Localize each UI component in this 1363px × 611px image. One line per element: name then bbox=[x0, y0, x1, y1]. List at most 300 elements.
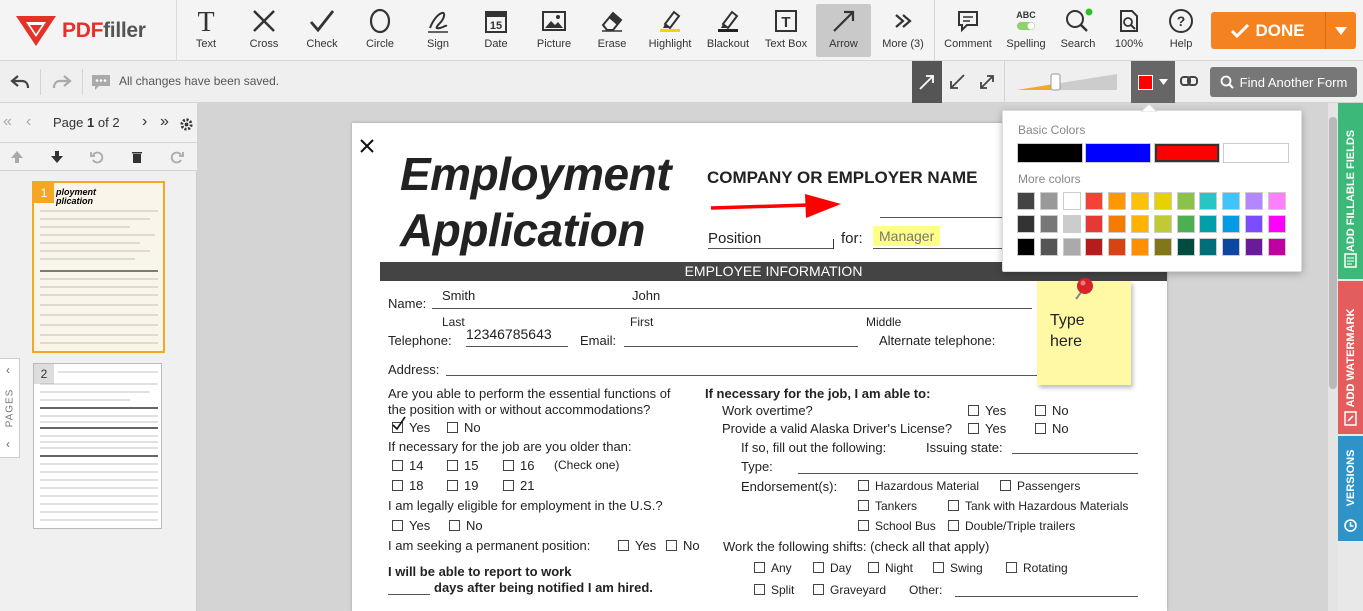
checkbox[interactable] bbox=[858, 480, 869, 491]
tool-blackout[interactable] bbox=[704, 4, 752, 57]
page-preview bbox=[38, 185, 160, 349]
checkbox[interactable] bbox=[858, 520, 869, 531]
prev-page-button[interactable]: ‹ bbox=[26, 113, 32, 130]
history-icon bbox=[1343, 518, 1358, 533]
rotate-right-icon[interactable] bbox=[170, 150, 184, 164]
more-color-swatch[interactable] bbox=[1017, 192, 1035, 210]
check-one-note: (Check one) bbox=[554, 458, 620, 472]
more-color-swatch[interactable] bbox=[1040, 192, 1058, 210]
checkbox[interactable] bbox=[948, 500, 959, 511]
arrow-icon bbox=[831, 8, 857, 34]
tool-label: Text bbox=[195, 38, 217, 50]
text-icon bbox=[193, 8, 219, 34]
company-label: COMPANY OR EMPLOYER NAME bbox=[707, 168, 978, 187]
last-page-button[interactable]: » bbox=[160, 113, 169, 130]
more-color-swatch[interactable] bbox=[1222, 238, 1240, 256]
checkbox[interactable] bbox=[1035, 405, 1046, 416]
page-navigator bbox=[0, 103, 197, 143]
essential-no[interactable] bbox=[447, 420, 481, 435]
for-underline bbox=[873, 248, 1003, 249]
add-watermark-tab[interactable] bbox=[1338, 281, 1363, 434]
license-no[interactable] bbox=[1035, 421, 1069, 436]
eraser-icon bbox=[599, 8, 625, 34]
tool-label: Erase bbox=[597, 38, 627, 50]
shift-night[interactable] bbox=[868, 561, 913, 575]
option-label: Day bbox=[830, 561, 852, 575]
telephone-underline bbox=[466, 346, 568, 347]
endorse-double-triple[interactable] bbox=[948, 519, 1075, 533]
right-side-tabs bbox=[1338, 103, 1363, 611]
more-color-swatch[interactable] bbox=[1177, 192, 1195, 210]
telephone-label: Telephone: bbox=[388, 333, 452, 348]
option-label: No bbox=[683, 538, 700, 553]
tool-label: Help bbox=[1169, 38, 1193, 50]
tool-cross[interactable] bbox=[240, 4, 288, 57]
option-label: Double/Triple trailers bbox=[965, 519, 1076, 533]
license-yes[interactable] bbox=[968, 421, 1006, 436]
check-icon bbox=[309, 8, 335, 34]
find-label: Find Another Form bbox=[1239, 74, 1348, 90]
more-color-swatch[interactable] bbox=[1199, 238, 1217, 256]
cross-icon bbox=[251, 8, 277, 34]
circle-icon bbox=[367, 8, 393, 34]
page-label: Page bbox=[53, 115, 84, 130]
checkbox[interactable] bbox=[813, 562, 824, 573]
permanent-no[interactable] bbox=[666, 538, 700, 553]
more-color-swatch[interactable] bbox=[1063, 238, 1081, 256]
close-object-icon[interactable] bbox=[360, 139, 374, 153]
doc-title-line1: Employment bbox=[400, 148, 672, 200]
textbox-icon bbox=[773, 8, 799, 34]
more-color-swatch[interactable] bbox=[1063, 192, 1081, 210]
more-color-swatch[interactable] bbox=[1268, 192, 1286, 210]
more-color-swatch[interactable] bbox=[1085, 238, 1103, 256]
checkbox-checked[interactable] bbox=[392, 422, 403, 433]
option-label: Any bbox=[771, 561, 792, 575]
more-color-swatch[interactable] bbox=[1222, 192, 1240, 210]
done-dropdown[interactable] bbox=[1325, 12, 1356, 49]
speech-bubble-icon bbox=[91, 73, 111, 91]
caret-down-icon bbox=[1159, 79, 1168, 85]
report-line-1: I will be able to report to work bbox=[388, 564, 572, 579]
vertical-scrollbar[interactable] bbox=[1328, 103, 1338, 611]
shift-split[interactable] bbox=[754, 583, 794, 597]
checkbox[interactable] bbox=[392, 520, 403, 531]
position-value-field[interactable]: Manager bbox=[873, 226, 940, 246]
tool-picture[interactable] bbox=[530, 4, 578, 57]
tool-spelling[interactable] bbox=[1000, 4, 1052, 57]
checkbox[interactable] bbox=[1006, 562, 1017, 573]
tool-date[interactable] bbox=[472, 4, 520, 57]
watermark-icon bbox=[1344, 411, 1357, 426]
option-label: No bbox=[466, 518, 483, 533]
first-name-field[interactable]: John bbox=[632, 288, 661, 303]
check-icon bbox=[1231, 23, 1249, 39]
age-14[interactable] bbox=[392, 458, 423, 473]
more-icon bbox=[890, 8, 916, 34]
svg-text:plication: plication bbox=[56, 196, 94, 206]
tool-text[interactable] bbox=[182, 4, 230, 57]
option-label: 14 bbox=[409, 458, 424, 473]
first-page-button[interactable]: « bbox=[3, 113, 12, 130]
tool-circle[interactable] bbox=[356, 4, 404, 57]
last-name-field[interactable]: Smith bbox=[442, 288, 476, 303]
comment-icon bbox=[955, 8, 981, 34]
type-underline bbox=[798, 473, 1138, 474]
checkbox[interactable] bbox=[618, 540, 629, 551]
more-color-swatch[interactable] bbox=[1040, 238, 1058, 256]
move-down-icon[interactable] bbox=[50, 150, 64, 164]
checkbox[interactable] bbox=[449, 520, 460, 531]
tool-label: Arrow bbox=[829, 38, 858, 50]
issuing-state-underline bbox=[1012, 453, 1138, 454]
alt-telephone-label: Alternate telephone: bbox=[879, 333, 996, 348]
link-icon[interactable] bbox=[1180, 74, 1198, 88]
more-color-swatch[interactable] bbox=[1154, 215, 1172, 233]
middle-label: Middle bbox=[866, 315, 902, 329]
more-color-swatch[interactable] bbox=[1040, 215, 1058, 233]
option-label: Yes bbox=[635, 538, 657, 553]
option-label: Split bbox=[771, 583, 795, 597]
arrow-style-forward[interactable] bbox=[912, 61, 942, 103]
page-thumbnail-1[interactable] bbox=[32, 181, 165, 353]
telephone-field[interactable]: 12346785643 bbox=[466, 326, 552, 342]
more-color-swatch[interactable] bbox=[1199, 192, 1217, 210]
tool-label: Spelling bbox=[1006, 38, 1046, 50]
type-label: Type: bbox=[741, 459, 773, 474]
checkbox[interactable] bbox=[392, 480, 403, 491]
option-label: No bbox=[464, 420, 481, 435]
shift-day[interactable] bbox=[813, 561, 851, 575]
endorse-tankers[interactable] bbox=[858, 499, 917, 513]
checkbox[interactable] bbox=[813, 584, 824, 595]
age-19[interactable] bbox=[447, 478, 478, 493]
more-color-swatch[interactable] bbox=[1131, 192, 1149, 210]
for-label: for: bbox=[841, 230, 863, 247]
option-label: Night bbox=[885, 561, 914, 575]
first-label: First bbox=[630, 315, 654, 329]
toolbar-divider bbox=[934, 0, 935, 61]
address-underline bbox=[446, 375, 1040, 376]
arrow-style-group bbox=[912, 61, 1004, 103]
position-underline bbox=[708, 248, 833, 249]
age-18[interactable] bbox=[392, 478, 423, 493]
age-21[interactable] bbox=[503, 478, 534, 493]
more-color-swatch[interactable] bbox=[1177, 238, 1195, 256]
basic-color-swatch[interactable] bbox=[1085, 143, 1151, 163]
option-label: School Bus bbox=[875, 519, 936, 533]
checkbox[interactable] bbox=[754, 562, 765, 573]
more-colors-title: More colors bbox=[1018, 172, 1081, 186]
tool-check[interactable] bbox=[298, 4, 346, 57]
shift-any[interactable] bbox=[754, 561, 792, 575]
done-label: DONE bbox=[1255, 20, 1305, 40]
shift-swing[interactable] bbox=[933, 561, 983, 575]
company-underline bbox=[880, 217, 1020, 218]
last-label: Last bbox=[442, 315, 465, 329]
checkbox[interactable] bbox=[948, 520, 959, 531]
divider bbox=[82, 69, 83, 95]
arrow-style-double[interactable] bbox=[972, 61, 1002, 103]
more-color-swatch[interactable] bbox=[1017, 238, 1035, 256]
shift-rotating[interactable] bbox=[1006, 561, 1068, 575]
shift-graveyard[interactable] bbox=[813, 583, 886, 597]
checkbox[interactable] bbox=[447, 480, 458, 491]
move-up-icon[interactable] bbox=[10, 150, 24, 164]
color-picker-button[interactable] bbox=[1131, 61, 1175, 103]
basic-color-swatch[interactable] bbox=[1223, 143, 1289, 163]
tool-comment[interactable] bbox=[940, 4, 996, 57]
svg-text:T: T bbox=[781, 14, 791, 31]
checkbox[interactable] bbox=[503, 480, 514, 491]
more-color-swatch[interactable] bbox=[1108, 238, 1126, 256]
thumbnail-panel bbox=[0, 171, 197, 611]
more-color-swatch[interactable] bbox=[1245, 192, 1263, 210]
zoom-icon bbox=[1116, 8, 1142, 34]
blackout-icon bbox=[715, 8, 741, 34]
tab-label: ADD WATERMARK bbox=[1344, 308, 1357, 407]
main-toolbar bbox=[0, 0, 1363, 61]
shift-other-label: Other: bbox=[909, 583, 943, 597]
option-label: No bbox=[1052, 421, 1069, 436]
tool-label: Highlight bbox=[648, 38, 692, 50]
eligible-yes[interactable] bbox=[392, 518, 430, 533]
check-icon bbox=[392, 416, 406, 432]
add-fillable-fields-tab[interactable] bbox=[1338, 103, 1363, 279]
tool-label: Comment bbox=[944, 38, 992, 50]
days-underline bbox=[388, 594, 430, 595]
done-main[interactable] bbox=[1211, 21, 1325, 41]
checkbox[interactable] bbox=[392, 460, 403, 471]
gear-icon[interactable] bbox=[179, 117, 194, 132]
svg-text:?: ? bbox=[1176, 13, 1186, 29]
right-section-heading: If necessary for the job, I am able to: bbox=[705, 386, 931, 401]
eligible-no[interactable] bbox=[449, 518, 483, 533]
collapse-arrow-icon: ‹ bbox=[6, 437, 10, 451]
tool-label: Date bbox=[484, 38, 508, 50]
tool-label: Picture bbox=[536, 38, 572, 50]
current-color-swatch bbox=[1138, 75, 1153, 90]
endorse-hazmat[interactable] bbox=[858, 479, 979, 493]
option-label: No bbox=[1052, 403, 1069, 418]
logo[interactable] bbox=[0, 0, 177, 61]
page-indicator bbox=[53, 115, 120, 130]
tool-help[interactable] bbox=[1156, 4, 1206, 57]
more-color-swatch[interactable] bbox=[1108, 215, 1126, 233]
tool-label: Cross bbox=[249, 38, 279, 50]
question-essential-1: Are you able to perform the essential functions of bbox=[388, 386, 671, 401]
name-underline bbox=[432, 308, 1032, 309]
permanent-yes[interactable] bbox=[618, 538, 656, 553]
question-overtime: Work overtime? bbox=[722, 403, 813, 418]
endorse-school-bus[interactable] bbox=[858, 519, 936, 533]
divider bbox=[40, 69, 41, 95]
sticky-text: Type here bbox=[1050, 312, 1085, 350]
pages-tab-label: PAGES bbox=[4, 388, 15, 428]
red-arrow-annotation[interactable] bbox=[709, 191, 844, 223]
tool-erase[interactable] bbox=[588, 4, 636, 57]
overtime-no[interactable] bbox=[1035, 403, 1069, 418]
email-label: Email: bbox=[580, 333, 617, 348]
shifts-label: Work the following shifts: (check all that apply) bbox=[723, 539, 990, 554]
svg-text:ABC: ABC bbox=[1016, 10, 1036, 20]
more-color-swatch[interactable] bbox=[1131, 238, 1149, 256]
more-color-swatch[interactable] bbox=[1199, 215, 1217, 233]
tool-label: Check bbox=[306, 38, 338, 50]
checkbox[interactable] bbox=[968, 405, 979, 416]
endorse-passengers[interactable] bbox=[1000, 479, 1080, 493]
svg-text:T: T bbox=[197, 8, 215, 34]
tab-label: ADD FILLABLE FIELDS bbox=[1344, 129, 1357, 253]
search-icon bbox=[1063, 8, 1093, 34]
tool-zoom[interactable] bbox=[1106, 4, 1152, 57]
basic-color-swatch[interactable] bbox=[1154, 143, 1220, 163]
page-total: of 2 bbox=[97, 115, 120, 130]
scrollbar-thumb[interactable] bbox=[1329, 117, 1337, 389]
checkbox[interactable] bbox=[503, 460, 514, 471]
tool-search[interactable] bbox=[1054, 4, 1102, 57]
option-label: Yes bbox=[409, 420, 431, 435]
svg-text:ployment: ployment bbox=[56, 187, 97, 197]
option-label: 16 bbox=[520, 458, 535, 473]
checkbox[interactable] bbox=[666, 540, 677, 551]
redo-icon[interactable] bbox=[52, 73, 72, 91]
tool-label: Text Box bbox=[764, 38, 808, 50]
divider bbox=[1004, 61, 1005, 103]
option-label: Tank with Hazardous Materials bbox=[965, 499, 1129, 513]
checkbox[interactable] bbox=[754, 584, 765, 595]
checkbox[interactable] bbox=[858, 500, 869, 511]
done-button[interactable] bbox=[1211, 12, 1356, 49]
tool-arrow[interactable] bbox=[816, 4, 871, 57]
tool-more[interactable] bbox=[876, 4, 930, 57]
age-15[interactable] bbox=[447, 458, 478, 473]
form-icon bbox=[1344, 253, 1357, 268]
more-color-swatch[interactable] bbox=[1177, 215, 1195, 233]
trash-icon[interactable] bbox=[130, 150, 144, 164]
next-page-button[interactable]: › bbox=[142, 113, 148, 130]
arrow-style-backward[interactable] bbox=[942, 61, 972, 103]
option-label: Hazardous Material bbox=[875, 479, 980, 493]
option-label: Swing bbox=[950, 561, 983, 575]
basic-color-swatch[interactable] bbox=[1017, 143, 1083, 163]
tool-label: Sign bbox=[426, 38, 450, 50]
undo-icon[interactable] bbox=[10, 73, 30, 91]
option-label: Yes bbox=[985, 403, 1007, 418]
basic-colors-title: Basic Colors bbox=[1018, 123, 1086, 137]
versions-tab[interactable] bbox=[1338, 436, 1363, 541]
checkbox[interactable] bbox=[1035, 423, 1046, 434]
highlighter-icon bbox=[657, 8, 683, 34]
thickness-slider[interactable] bbox=[1017, 70, 1117, 92]
option-label: 15 bbox=[464, 458, 479, 473]
option-label: Graveyard bbox=[830, 583, 887, 597]
page-actions bbox=[0, 143, 197, 171]
more-color-swatch[interactable] bbox=[1017, 215, 1035, 233]
checkbox[interactable] bbox=[447, 422, 458, 433]
more-color-swatch[interactable] bbox=[1245, 238, 1263, 256]
caret-down-icon bbox=[1335, 27, 1347, 35]
more-color-swatch[interactable] bbox=[1154, 192, 1172, 210]
tool-textbox[interactable] bbox=[762, 4, 810, 57]
more-color-swatch[interactable] bbox=[1063, 215, 1081, 233]
tool-highlight[interactable] bbox=[646, 4, 694, 57]
checkbox[interactable] bbox=[447, 460, 458, 471]
if-so-label: If so, fill out the following: bbox=[741, 440, 887, 455]
issuing-state-label: Issuing state: bbox=[926, 440, 1003, 455]
section-header: EMPLOYEE INFORMATION bbox=[380, 262, 1167, 281]
other-underline bbox=[955, 596, 1138, 597]
more-color-swatch[interactable] bbox=[1268, 238, 1286, 256]
question-permanent: I am seeking a permanent position: bbox=[388, 538, 591, 553]
sign-icon bbox=[425, 8, 451, 34]
thumbnail-number: 2 bbox=[34, 364, 54, 384]
calendar-icon bbox=[483, 8, 509, 34]
tool-sign[interactable] bbox=[414, 4, 462, 57]
checkbox[interactable] bbox=[933, 562, 944, 573]
more-color-swatch[interactable] bbox=[1085, 215, 1103, 233]
position-label: Position bbox=[708, 230, 762, 247]
tool-label: Blackout bbox=[706, 38, 750, 50]
pdffiller-logo-icon bbox=[16, 16, 56, 46]
more-color-swatch[interactable] bbox=[1245, 215, 1263, 233]
more-color-swatch[interactable] bbox=[1108, 192, 1126, 210]
option-label: Yes bbox=[409, 518, 431, 533]
address-label: Address: bbox=[388, 362, 440, 377]
pushpin-icon bbox=[1070, 275, 1098, 303]
checkbox[interactable] bbox=[968, 423, 979, 434]
question-essential-2: the position with or without accommodations? bbox=[388, 402, 651, 417]
logo-text: PDFfiller bbox=[62, 18, 146, 42]
sticky-note[interactable] bbox=[1037, 281, 1131, 385]
find-another-form-button[interactable] bbox=[1210, 67, 1357, 97]
tool-label: Circle bbox=[365, 38, 395, 50]
more-color-swatch[interactable] bbox=[1154, 238, 1172, 256]
question-age: If necessary for the job are you older than: bbox=[388, 439, 632, 454]
option-label: Tankers bbox=[875, 499, 918, 513]
overtime-yes[interactable] bbox=[968, 403, 1006, 418]
endorsement-label: Endorsement(s): bbox=[741, 479, 838, 494]
page-current: 1 bbox=[87, 115, 95, 130]
email-underline bbox=[624, 346, 858, 347]
rotate-left-icon[interactable] bbox=[90, 150, 104, 164]
collapse-arrow-icon: ‹ bbox=[6, 363, 10, 377]
arrow-double-icon bbox=[978, 73, 996, 91]
more-color-swatch[interactable] bbox=[1131, 215, 1149, 233]
page-thumbnail-2[interactable] bbox=[33, 363, 162, 529]
arrow-forward-icon bbox=[918, 73, 936, 91]
tool-label: Search bbox=[1060, 38, 1096, 50]
thumbnail-number: 1 bbox=[34, 183, 54, 203]
more-color-swatch[interactable] bbox=[1268, 215, 1286, 233]
endorse-tank-hazmat[interactable] bbox=[948, 499, 1128, 513]
pages-tab[interactable] bbox=[0, 358, 20, 458]
more-color-swatch[interactable] bbox=[1085, 192, 1103, 210]
age-16[interactable] bbox=[503, 458, 534, 473]
question-license: Provide a valid Alaska Driver's License? bbox=[722, 421, 953, 436]
checkbox[interactable] bbox=[1000, 480, 1011, 491]
essential-yes[interactable] bbox=[392, 420, 430, 435]
tool-label: More (3) bbox=[882, 38, 924, 50]
save-status: All changes have been saved. bbox=[119, 74, 280, 88]
arrow-backward-icon bbox=[948, 73, 966, 91]
checkbox[interactable] bbox=[868, 562, 879, 573]
help-icon bbox=[1168, 8, 1194, 34]
search-icon bbox=[1220, 75, 1234, 89]
report-line-2: days after being notified I am hired. bbox=[434, 580, 653, 595]
more-color-swatch[interactable] bbox=[1222, 215, 1240, 233]
picture-icon bbox=[541, 8, 567, 34]
